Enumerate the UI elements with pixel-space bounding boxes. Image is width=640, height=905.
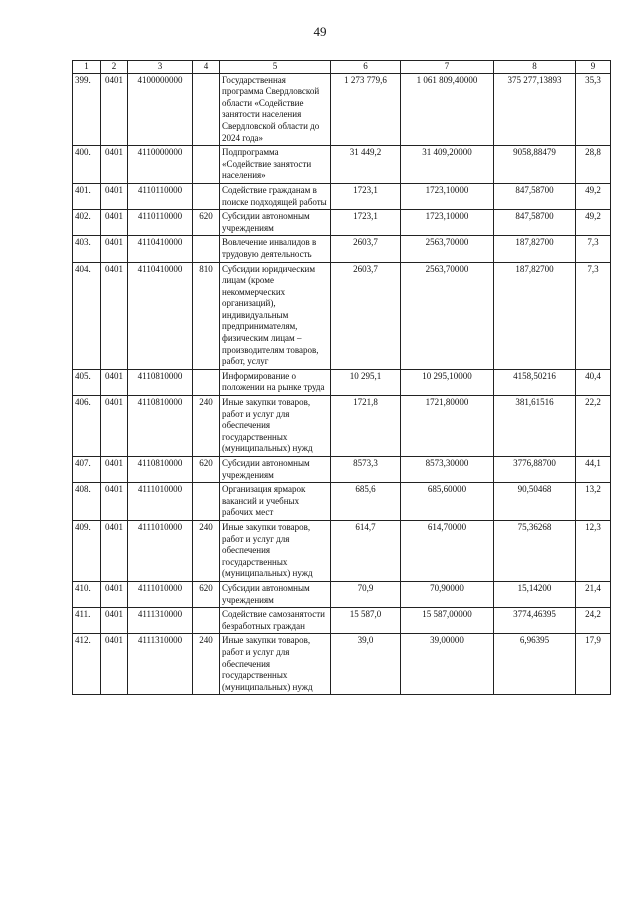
target-article-cell: 4111310000: [128, 608, 193, 634]
item-name-cell: Подпрограмма «Содействие занятости населения»: [220, 146, 331, 184]
executed-amount-cell: 15,14200: [494, 581, 576, 607]
item-name-cell: Субсидии автономным учреждениям: [220, 457, 331, 483]
column-header: 8: [494, 61, 576, 74]
row-number-cell: 405.: [73, 369, 101, 395]
column-header: 3: [128, 61, 193, 74]
target-article-cell: 4110410000: [128, 236, 193, 262]
section-code-cell: 0401: [101, 262, 128, 369]
limit-amount-cell: 31 409,20000: [401, 146, 494, 184]
target-article-cell: 4110810000: [128, 457, 193, 483]
execution-percent-cell: 13,2: [576, 483, 611, 521]
executed-amount-cell: 4158,50216: [494, 369, 576, 395]
section-code-cell: 0401: [101, 581, 128, 607]
executed-amount-cell: 847,58700: [494, 210, 576, 236]
executed-amount-cell: 3776,88700: [494, 457, 576, 483]
table-row: [73, 520, 611, 581]
expense-type-cell: 240: [193, 520, 220, 581]
row-number-cell: 410.: [73, 581, 101, 607]
expense-type-cell: [193, 73, 220, 146]
executed-amount-cell: 187,82700: [494, 236, 576, 262]
column-header: 4: [193, 61, 220, 74]
row-number-cell: 408.: [73, 483, 101, 521]
execution-percent-cell: 35,3: [576, 73, 611, 146]
item-name-cell: Субсидии юридическим лицам (кроме некоммерческих организаций), индивидуальным предпринимателям, физическим лицам – производителям товаров, работ, услуг: [220, 262, 331, 369]
planned-amount-cell: 70,9: [331, 581, 401, 607]
executed-amount-cell: 6,96395: [494, 634, 576, 695]
section-code-cell: 0401: [101, 634, 128, 695]
planned-amount-cell: 39,0: [331, 634, 401, 695]
table-row: [73, 236, 611, 262]
limit-amount-cell: 15 587,00000: [401, 608, 494, 634]
planned-amount-cell: 8573,3: [331, 457, 401, 483]
row-number-cell: 401.: [73, 183, 101, 209]
item-name-cell: Иные закупки товаров, работ и услуг для обеспечения государственных (муниципальных) нужд: [220, 520, 331, 581]
row-number-cell: 399.: [73, 73, 101, 146]
target-article-cell: 4110000000: [128, 146, 193, 184]
executed-amount-cell: 375 277,13893: [494, 73, 576, 146]
row-number-cell: 407.: [73, 457, 101, 483]
table-row: [73, 483, 611, 521]
limit-amount-cell: 2563,70000: [401, 236, 494, 262]
table-row: [73, 608, 611, 634]
table-row: [73, 581, 611, 607]
planned-amount-cell: 614,7: [331, 520, 401, 581]
budget-table: [72, 60, 611, 695]
planned-amount-cell: 1721,8: [331, 396, 401, 457]
planned-amount-cell: 15 587,0: [331, 608, 401, 634]
target-article-cell: 4111010000: [128, 520, 193, 581]
limit-amount-cell: 1723,10000: [401, 210, 494, 236]
section-code-cell: 0401: [101, 210, 128, 236]
execution-percent-cell: 7,3: [576, 236, 611, 262]
expense-type-cell: [193, 483, 220, 521]
item-name-cell: Информирование о положении на рынке труда: [220, 369, 331, 395]
column-header: 5: [220, 61, 331, 74]
item-name-cell: Государственная программа Свердловской области «Содействие занятости населения Свердловской области до 2024 года»: [220, 73, 331, 146]
row-number-cell: 404.: [73, 262, 101, 369]
expense-type-cell: [193, 183, 220, 209]
expense-type-cell: [193, 369, 220, 395]
planned-amount-cell: 31 449,2: [331, 146, 401, 184]
section-code-cell: 0401: [101, 146, 128, 184]
limit-amount-cell: 614,70000: [401, 520, 494, 581]
item-name-cell: Организация ярмарок вакансий и учебных рабочих мест: [220, 483, 331, 521]
limit-amount-cell: 1723,10000: [401, 183, 494, 209]
table-row: [73, 262, 611, 369]
planned-amount-cell: 10 295,1: [331, 369, 401, 395]
expense-type-cell: 620: [193, 581, 220, 607]
column-header: 6: [331, 61, 401, 74]
execution-percent-cell: 44,1: [576, 457, 611, 483]
row-number-cell: 403.: [73, 236, 101, 262]
target-article-cell: 4110410000: [128, 262, 193, 369]
table-row: [73, 210, 611, 236]
planned-amount-cell: 685,6: [331, 483, 401, 521]
execution-percent-cell: 28,8: [576, 146, 611, 184]
execution-percent-cell: 7,3: [576, 262, 611, 369]
table-row: [73, 396, 611, 457]
table-row: [73, 146, 611, 184]
limit-amount-cell: 70,90000: [401, 581, 494, 607]
execution-percent-cell: 17,9: [576, 634, 611, 695]
execution-percent-cell: 24,2: [576, 608, 611, 634]
executed-amount-cell: 847,58700: [494, 183, 576, 209]
limit-amount-cell: 1721,80000: [401, 396, 494, 457]
column-header: 1: [73, 61, 101, 74]
expense-type-cell: [193, 236, 220, 262]
executed-amount-cell: 9058,88479: [494, 146, 576, 184]
section-code-cell: 0401: [101, 369, 128, 395]
limit-amount-cell: 1 061 809,40000: [401, 73, 494, 146]
column-header: 7: [401, 61, 494, 74]
expense-type-cell: [193, 608, 220, 634]
target-article-cell: 4110810000: [128, 396, 193, 457]
executed-amount-cell: 187,82700: [494, 262, 576, 369]
table-row: [73, 457, 611, 483]
limit-amount-cell: 685,60000: [401, 483, 494, 521]
table-row: [73, 183, 611, 209]
limit-amount-cell: 8573,30000: [401, 457, 494, 483]
target-article-cell: 4111310000: [128, 634, 193, 695]
item-name-cell: Субсидии автономным учреждениям: [220, 581, 331, 607]
row-number-cell: 406.: [73, 396, 101, 457]
section-code-cell: 0401: [101, 457, 128, 483]
limit-amount-cell: 10 295,10000: [401, 369, 494, 395]
executed-amount-cell: 3774,46395: [494, 608, 576, 634]
expense-type-cell: 810: [193, 262, 220, 369]
table-row: [73, 634, 611, 695]
execution-percent-cell: 49,2: [576, 210, 611, 236]
item-name-cell: Субсидии автономным учреждениям: [220, 210, 331, 236]
execution-percent-cell: 12,3: [576, 520, 611, 581]
section-code-cell: 0401: [101, 73, 128, 146]
section-code-cell: 0401: [101, 483, 128, 521]
section-code-cell: 0401: [101, 396, 128, 457]
target-article-cell: 4111010000: [128, 581, 193, 607]
item-name-cell: Вовлечение инвалидов в трудовую деятельность: [220, 236, 331, 262]
planned-amount-cell: 2603,7: [331, 236, 401, 262]
section-code-cell: 0401: [101, 608, 128, 634]
target-article-cell: 4110110000: [128, 210, 193, 236]
item-name-cell: Иные закупки товаров, работ и услуг для обеспечения государственных (муниципальных) нужд: [220, 396, 331, 457]
expense-type-cell: 620: [193, 210, 220, 236]
target-article-cell: 4110810000: [128, 369, 193, 395]
table-row: [73, 369, 611, 395]
limit-amount-cell: 39,00000: [401, 634, 494, 695]
item-name-cell: Содействие гражданам в поиске подходящей работы: [220, 183, 331, 209]
section-code-cell: 0401: [101, 520, 128, 581]
expense-type-cell: 240: [193, 396, 220, 457]
table-header-row: [73, 61, 611, 74]
row-number-cell: 400.: [73, 146, 101, 184]
item-name-cell: Содействие самозанятости безработных граждан: [220, 608, 331, 634]
target-article-cell: 4111010000: [128, 483, 193, 521]
planned-amount-cell: 1723,1: [331, 183, 401, 209]
expense-type-cell: [193, 146, 220, 184]
target-article-cell: 4110110000: [128, 183, 193, 209]
row-number-cell: 409.: [73, 520, 101, 581]
execution-percent-cell: 22,2: [576, 396, 611, 457]
page-number: 49: [313, 24, 327, 39]
column-header: 9: [576, 61, 611, 74]
executed-amount-cell: 381,61516: [494, 396, 576, 457]
target-article-cell: 4100000000: [128, 73, 193, 146]
execution-percent-cell: 21,4: [576, 581, 611, 607]
planned-amount-cell: 2603,7: [331, 262, 401, 369]
executed-amount-cell: 90,50468: [494, 483, 576, 521]
execution-percent-cell: 49,2: [576, 183, 611, 209]
table-body: [73, 73, 611, 695]
section-code-cell: 0401: [101, 183, 128, 209]
row-number-cell: 402.: [73, 210, 101, 236]
row-number-cell: 411.: [73, 608, 101, 634]
expense-type-cell: 240: [193, 634, 220, 695]
item-name-cell: Иные закупки товаров, работ и услуг для обеспечения государственных (муниципальных) нужд: [220, 634, 331, 695]
limit-amount-cell: 2563,70000: [401, 262, 494, 369]
execution-percent-cell: 40,4: [576, 369, 611, 395]
section-code-cell: 0401: [101, 236, 128, 262]
column-header: 2: [101, 61, 128, 74]
row-number-cell: 412.: [73, 634, 101, 695]
expense-type-cell: 620: [193, 457, 220, 483]
executed-amount-cell: 75,36268: [494, 520, 576, 581]
table-row: [73, 73, 611, 146]
planned-amount-cell: 1723,1: [331, 210, 401, 236]
planned-amount-cell: 1 273 779,6: [331, 73, 401, 146]
